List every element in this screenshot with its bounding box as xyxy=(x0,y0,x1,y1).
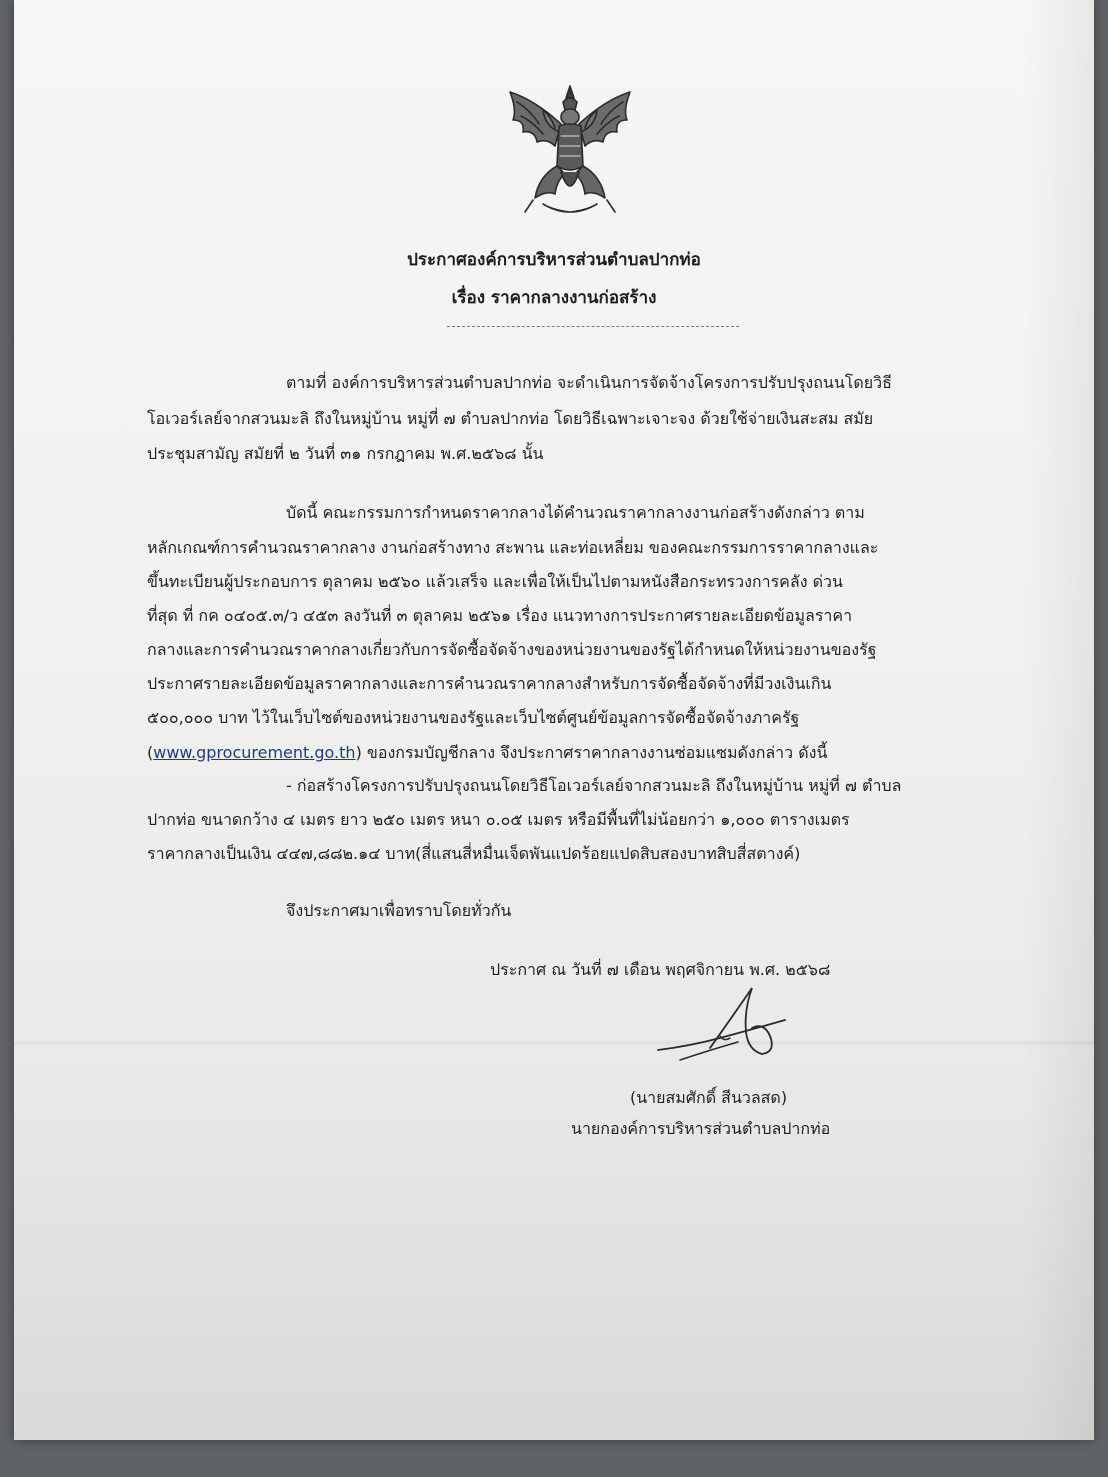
closing-statement: จึงประกาศมาเพื่อทราบโดยทั่วกัน xyxy=(286,901,512,920)
announcement-date: ประกาศ ณ วันที่ ๗ เดือน พฤศจิกายน พ.ศ. ๒๕๖๘ xyxy=(490,960,831,979)
paragraph-2-line-5: กลางและการคำนวณราคากลางเกี่ยวกับการจัดซื้อจัดจ้างของหน่วยงานของรัฐได้กำหนดให้หน่วยงานของรัฐ xyxy=(147,640,877,659)
handwritten-signature xyxy=(650,980,800,1065)
signer-name: (นายสมศักดิ์ สีนวลสด) xyxy=(630,1088,788,1107)
paragraph-3-line-3: ราคากลางเป็นเงิน ๔๔๗,๘๘๒.๑๔ บาท(สี่แสนสี่หมื่นเจ็ดพันแปดร้อยแปดสิบสองบาทสิบสี่สตางค์) xyxy=(147,844,801,863)
paragraph-2-line-3: ขึ้นทะเบียนผู้ประกอบการ ตุลาคม ๒๕๖๐ แล้วเสร็จ และเพื่อให้เป็นไปตามหนังสือกระทรวงการคลัง ด่วน xyxy=(147,572,843,591)
page-shadow xyxy=(1024,0,1094,1440)
gprocurement-link[interactable]: www.gprocurement.go.th xyxy=(153,743,356,762)
paper-fold xyxy=(14,1040,1094,1046)
announcement-title: ประกาศองค์การบริหารส่วนตำบลปากท่อ xyxy=(407,250,701,270)
paragraph-1-line-1: ตามที่ องค์การบริหารส่วนตำบลปากท่อ จะดำเนินการจัดจ้างโครงการปรับปรุงถนนโดยวิธี xyxy=(286,373,892,392)
paragraph-2-line-6: ประกาศรายละเอียดข้อมูลราคากลางและการคำนวณราคากลางสำหรับการจัดซื้อจัดจ้างที่มีวงเงินเกิน xyxy=(147,674,832,693)
paragraph-2-line-7: ๕๐๐,๐๐๐ บาท ไว้ในเว็บไซต์ของหน่วยงานของรัฐและเว็บไซต์ศูนย์ข้อมูลการจัดซื้อจัดจ้างภาครัฐ xyxy=(147,708,800,727)
paragraph-1-line-3: ประชุมสามัญ สมัยที่ ๒ วันที่ ๓๑ กรกฎาคม พ.ศ.๒๕๖๘ นั้น xyxy=(147,444,544,463)
paragraph-2-line-8-rest: ) ของกรมบัญชีกลาง จึงประกาศราคากลางงานซ่อมแซมดังกล่าว ดังนี้ xyxy=(355,743,828,762)
paragraph-2-line-8 xyxy=(147,741,827,766)
paragraph-1-line-2: โอเวอร์เลย์จากสวนมะลิ ถึงในหมู่บ้าน หมู่ที่ ๗ ตำบลปากท่อ โดยวิธีเฉพาะเจาะจง ด้วยใช้จ่ายเงินสะสม สมัย xyxy=(147,409,874,428)
paragraph-2-line-2: หลักเกณฑ์การคำนวณราคากลาง งานก่อสร้างทาง สะพาน และท่อเหลี่ยม ของคณะกรรมการราคากลางและ xyxy=(147,538,879,557)
garuda-emblem-icon xyxy=(495,80,645,225)
link-open-paren: ( xyxy=(147,743,154,762)
paragraph-3-line-1: - ก่อสร้างโครงการปรับปรุงถนนโดยวิธีโอเวอร์เลย์จากสวนมะลิ ถึงในหมู่บ้าน หมู่ที่ ๗ ตำบล xyxy=(286,776,902,795)
paragraph-2-line-1: บัดนี้ คณะกรรมการกำหนดราคากลางได้คำนวณราคากลางงานก่อสร้างดังกล่าว ตาม xyxy=(286,503,865,522)
paragraph-3-line-2: ปากท่อ ขนาดกว้าง ๔ เมตร ยาว ๒๕๐ เมตร หนา ๐.๐๕ เมตร หรือมีพื้นที่ไม่น้อยกว่า ๑,๐๐๐ ตารางเมตร xyxy=(147,810,850,829)
title-divider xyxy=(447,326,739,327)
paragraph-2-line-4: ที่สุด ที่ กค ๐๔๐๕.๓/ว ๔๕๓ ลงวันที่ ๓ ตุลาคม ๒๕๖๑ เรื่อง แนวทางการประกาศรายละเอียดข้อมูลราคา xyxy=(147,606,853,625)
signer-position: นายกองค์การบริหารส่วนตำบลปากท่อ xyxy=(571,1119,831,1138)
announcement-subject: เรื่อง ราคากลางงานก่อสร้าง xyxy=(451,288,657,308)
